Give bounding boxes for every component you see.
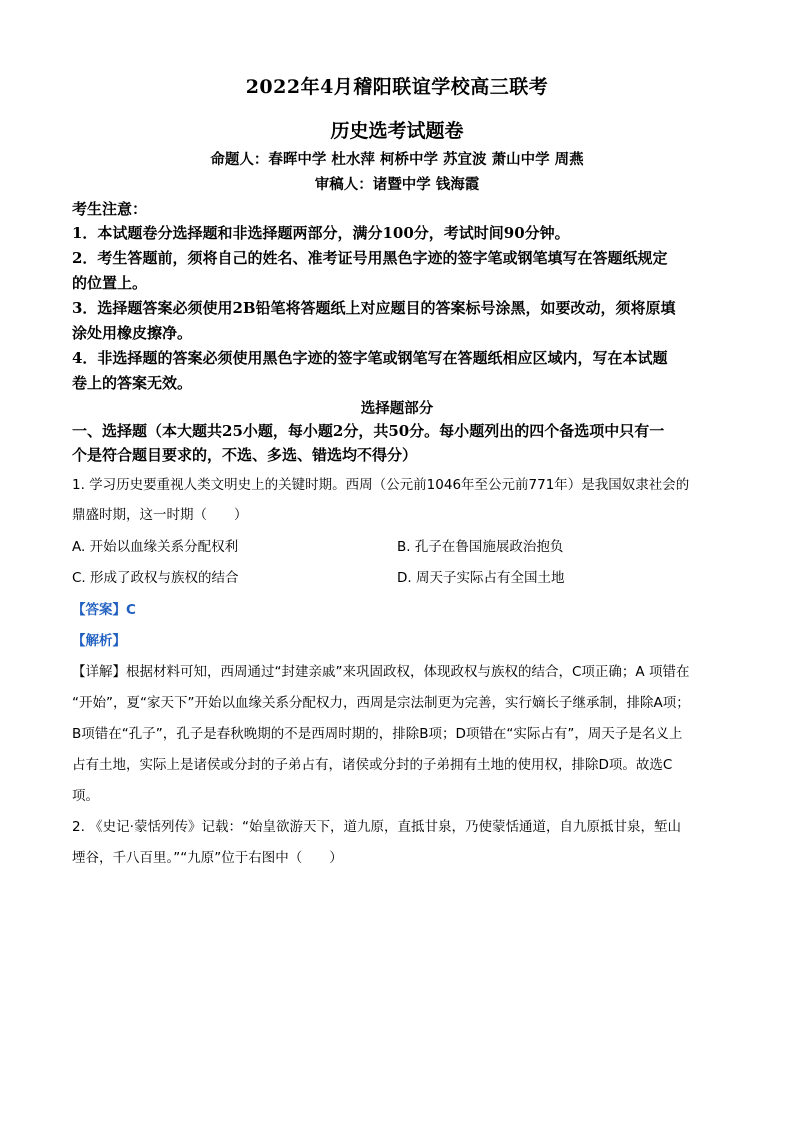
notice-heading: 考生注意：	[72, 200, 148, 218]
detail-line: 项。	[72, 788, 99, 804]
exam-title: 2022年4月稽阳联谊学校高三联考	[245, 76, 549, 98]
answer-label: 【答案】C	[72, 602, 136, 618]
question-stem: 1. 学习历史要重视人类文明史上的关键时期。西周（公元前1046年至公元前771年）是我国奴隶社会的	[72, 477, 690, 493]
notice-item: 卷上的答案无效。	[72, 374, 193, 392]
option-b: B. 孔子在鲁国施展政治抱负	[397, 539, 564, 555]
question-stem: 鼎盛时期，这一时期（ ）	[72, 507, 248, 523]
question-stem: 2. 《史记·蒙恬列传》记载：“始皇欲游天下，道九原，直抵甘泉，乃使蒙恬通道，自九原抵甘泉，堑山	[72, 819, 681, 835]
notice-item: 1．本试题卷分选择题和非选择题两部分，满分100分，考试时间90分钟。	[72, 224, 570, 242]
notice-item: 的位置上。	[72, 274, 148, 292]
notice-item: 4．非选择题的答案必须使用黑色字迹的签字笔或钢笔写在答题纸相应区域内，写在本试题	[72, 349, 668, 367]
question-stem: 堙谷，千八百里。”“九原”位于右图中（ ）	[72, 850, 343, 866]
notice-item: 3．选择题答案必须使用2B铅笔将答题纸上对应题目的答案标号涂黑，如要改动，须将原填	[72, 299, 676, 317]
exam-subtitle: 历史选考试题卷	[330, 120, 464, 142]
section-intro: 一、选择题（本大题共25小题，每小题2分，共50分。每小题列出的四个备选项中只有一	[72, 422, 665, 440]
detail-line: 【详解】根据材料可知，西周通过“封建亲戚”来巩固政权，体现政权与族权的结合，C项正确；A 项错在	[72, 664, 690, 680]
detail-line: 占有土地，实际上是诸侯或分封的子弟占有，诸侯或分封的子弟拥有土地的使用权，排除D项。故选C	[72, 757, 673, 773]
section-intro: 个是符合题目要求的，不选、多选、错选均不得分）	[72, 446, 418, 464]
analysis-label: 【解析】	[72, 633, 126, 649]
notice-item: 2．考生答题前，须将自己的姓名、准考证号用黑色字迹的签字笔或钢笔填写在答题纸规定	[72, 249, 668, 267]
reviewers-line: 审稿人：诸暨中学 钱海霞	[314, 176, 480, 193]
detail-line: B项错在“孔子”，孔子是春秋晚期的不是西周时期的，排除B项；D项错在“实际占有”，周天子是名义上	[72, 726, 683, 742]
option-a: A. 开始以血缘关系分配权利	[72, 539, 239, 555]
authors-line: 命题人：春晖中学 杜水萍 柯桥中学 苏宜波 萧山中学 周燕	[210, 151, 584, 168]
notice-item: 涂处用橡皮擦净。	[72, 324, 193, 342]
option-c: C. 形成了政权与族权的结合	[72, 570, 239, 586]
option-d: D. 周天子实际占有全国土地	[397, 570, 565, 586]
detail-line: “开始”，夏“家天下”开始以血缘关系分配权力，西周是宗法制更为完善，实行嫡长子继承制，排除A项；	[72, 695, 690, 711]
part-title: 选择题部分	[360, 400, 434, 417]
